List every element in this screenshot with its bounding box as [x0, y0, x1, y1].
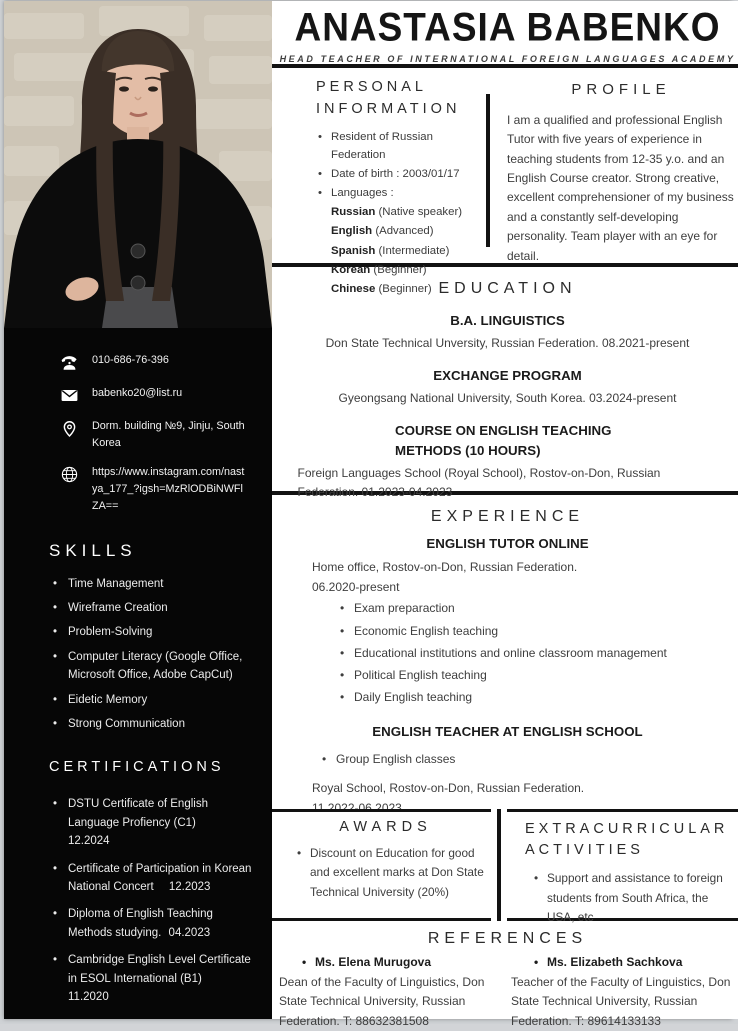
profile-section	[490, 68, 738, 263]
contact-section	[4, 352, 272, 515]
personal-item: • Date of birth : 2003/01/17	[316, 165, 486, 184]
certification-item: • Certificate of Participation in Korean National Concert 12.2023	[68, 860, 252, 897]
experience-title: EXPERIENCE	[430, 507, 585, 525]
address-text: Dorm. building №9, Jinju, South Korea	[92, 420, 245, 449]
language-item: Russian (Native speaker)	[331, 205, 463, 218]
experience-job	[272, 724, 738, 818]
personal-item: • Languages :	[316, 184, 486, 203]
references-section	[272, 921, 738, 1031]
job-title: ENGLISH TEACHER AT ENGLISH SCHOOL	[372, 724, 643, 740]
person-role: HEAD TEACHER OF INTERNATIONAL FOREIGN LANGUAGES ACADEMY	[279, 53, 736, 64]
location-icon	[60, 419, 79, 438]
language-item: English (Advanced)	[331, 225, 434, 238]
contact-address	[60, 418, 246, 451]
awards-list	[284, 844, 487, 902]
certification-date: 12.2023	[168, 880, 211, 893]
degree-title: EXCHANGE PROGRAM	[433, 367, 582, 383]
references-columns	[272, 948, 738, 1031]
skill-item: • Eidetic Memory	[68, 691, 252, 709]
email-icon	[60, 386, 79, 405]
website-icon	[60, 465, 79, 484]
education-item	[272, 366, 738, 408]
experience-section	[272, 495, 738, 815]
job-title: ENGLISH TUTOR ONLINE	[426, 535, 589, 551]
reference-name: • Ms. Elena Murugova	[279, 955, 507, 969]
language-item: Spanish (Intermediate)	[331, 244, 450, 257]
portrait-illustration	[4, 1, 272, 328]
contact-phone	[60, 352, 246, 372]
contact-email	[60, 385, 246, 405]
certification-date: 12.2024	[68, 835, 110, 848]
skills-list	[4, 561, 272, 734]
awards-section	[272, 809, 491, 921]
job-location: Home office, Rostov-on-Don, Russian Federation.	[312, 559, 578, 574]
left-sidebar	[4, 1, 272, 1019]
skill-item: • Computer Literacy (Google Office, Microsoft Office, Adobe CapCut)	[68, 648, 252, 685]
job-duty: • Economic English teaching	[354, 622, 684, 641]
sidebar-panel	[4, 328, 272, 1019]
award-item: • Discount on Education for good and excellent marks at Don State Technical University (20%)	[310, 844, 487, 902]
reference-name: • Ms. Elizabeth Sachkova	[511, 955, 738, 969]
job-duty: • Exam preparaction	[354, 599, 684, 618]
extracurricular-section	[507, 809, 738, 925]
job-period: 06.2020-present	[312, 580, 400, 595]
job-duty: • Daily English teaching	[354, 688, 684, 707]
resume-sheet	[4, 1, 736, 1028]
personal-item: • Resident of Russian Federation	[316, 128, 486, 166]
experience-job	[272, 536, 738, 708]
phone-icon	[60, 353, 79, 372]
skill-item: • Wireframe Creation	[68, 599, 252, 617]
extracurricular-list	[525, 869, 737, 927]
contact-website	[60, 464, 246, 514]
person-name: ANASTASIA BABENKO	[294, 4, 721, 50]
education-item	[272, 421, 738, 502]
job-duties-list	[272, 750, 738, 769]
language-item: Korean (Beginner)	[331, 264, 427, 277]
job-duties-list	[272, 599, 738, 707]
personal-information-title: PERSONAL INFORMATION	[316, 78, 461, 118]
reference-item	[511, 955, 738, 1031]
education-item	[272, 311, 738, 353]
resume-header	[272, 1, 738, 68]
degree-detail: Foreign Languages School (Royal School), Rostov-on-Don, Russian Federation. 01.2023-04.2023	[297, 465, 661, 499]
instagram-url[interactable]: https://www.instagram.com/nastya_177_?igsh=MzRlODBiNWFlZA==	[92, 466, 245, 512]
extracurricular-title: EXTRACURRICULAR ACTIVITIES	[525, 820, 729, 859]
certification-item: • DSTU Certificate of English Language Profiency (C1) 12.2024	[68, 795, 252, 850]
references-title: REFERENCES	[427, 929, 588, 947]
education-section	[272, 267, 738, 499]
certification-item: • Diploma of English Teaching Methods studying. 04.2023	[68, 905, 252, 942]
job-duty: • Group English classes	[336, 750, 666, 769]
certifications-title: CERTIFICATIONS	[49, 759, 225, 776]
reference-detail: Dean of the Faculty of Linguistics, Don State Technical University, Russian Federation. T: 88632381508	[279, 974, 485, 1028]
profile-text: I am a qualified and professional English Tutor with five years of experience in teaching students from 12-35 y.o. and an English Course creator. Strong creative, excellent comprehensioner of my business and a constantly self-developing personality. Team player with an eye for detail.	[507, 112, 734, 263]
certifications-list	[4, 775, 272, 1006]
language-item: Chinese (Beginner)	[331, 283, 432, 296]
degree-title: B.A. LINGUISTICS	[450, 312, 565, 328]
degree-title: COURSE ON ENGLISH TEACHING METHODS (10 HOURS)	[395, 422, 612, 458]
job-period: 11.2022-06.2023	[312, 800, 402, 815]
awards-extracurricular-row	[272, 809, 738, 925]
personal-information-section	[272, 68, 486, 296]
degree-detail: Gyeongsang National University, South Korea. 03.2024-present	[338, 390, 677, 405]
degree-detail: Don State Technical Unversity, Russian Federation. 08.2021-present	[325, 335, 690, 350]
email-address[interactable]: babenko20@list.ru	[92, 387, 183, 399]
skill-item: • Problem-Solving	[68, 623, 252, 641]
phone-number: 010-686-76-396	[92, 354, 169, 366]
certification-date: 04.2023	[168, 926, 211, 939]
skill-item: • Strong Communication	[68, 715, 252, 733]
education-title: EDUCATION	[438, 279, 577, 297]
section-gap	[491, 809, 507, 921]
extracurricular-item: • Support and assistance to foreign students from South Africa, the USA, etc	[547, 869, 723, 927]
reference-detail: Teacher of the Faculty of Linguistics, Don State Technical University, Russian Federation. T: 89614133133	[511, 974, 731, 1028]
vertical-divider	[497, 809, 501, 921]
profile-photo	[4, 1, 272, 328]
certification-item: • Cambridge English Level Certificate in ESOL International (B1) 11.2020	[68, 951, 252, 1006]
personal-information-list	[316, 128, 486, 203]
skills-title: SKILLS	[49, 540, 137, 560]
main-column	[272, 1, 738, 1028]
job-duty: • Educational institutions and online classroom management	[354, 644, 684, 663]
skill-item: • Time Management	[68, 575, 252, 593]
certification-date: 11.2020	[68, 990, 109, 1003]
job-duty: • Political English teaching	[354, 666, 684, 685]
job-location: Royal School, Rostov-on-Don, Russian Federation.	[312, 780, 585, 795]
reference-item	[279, 955, 507, 1031]
profile-title: PROFILE	[571, 80, 671, 98]
awards-title: AWARDS	[339, 818, 432, 835]
